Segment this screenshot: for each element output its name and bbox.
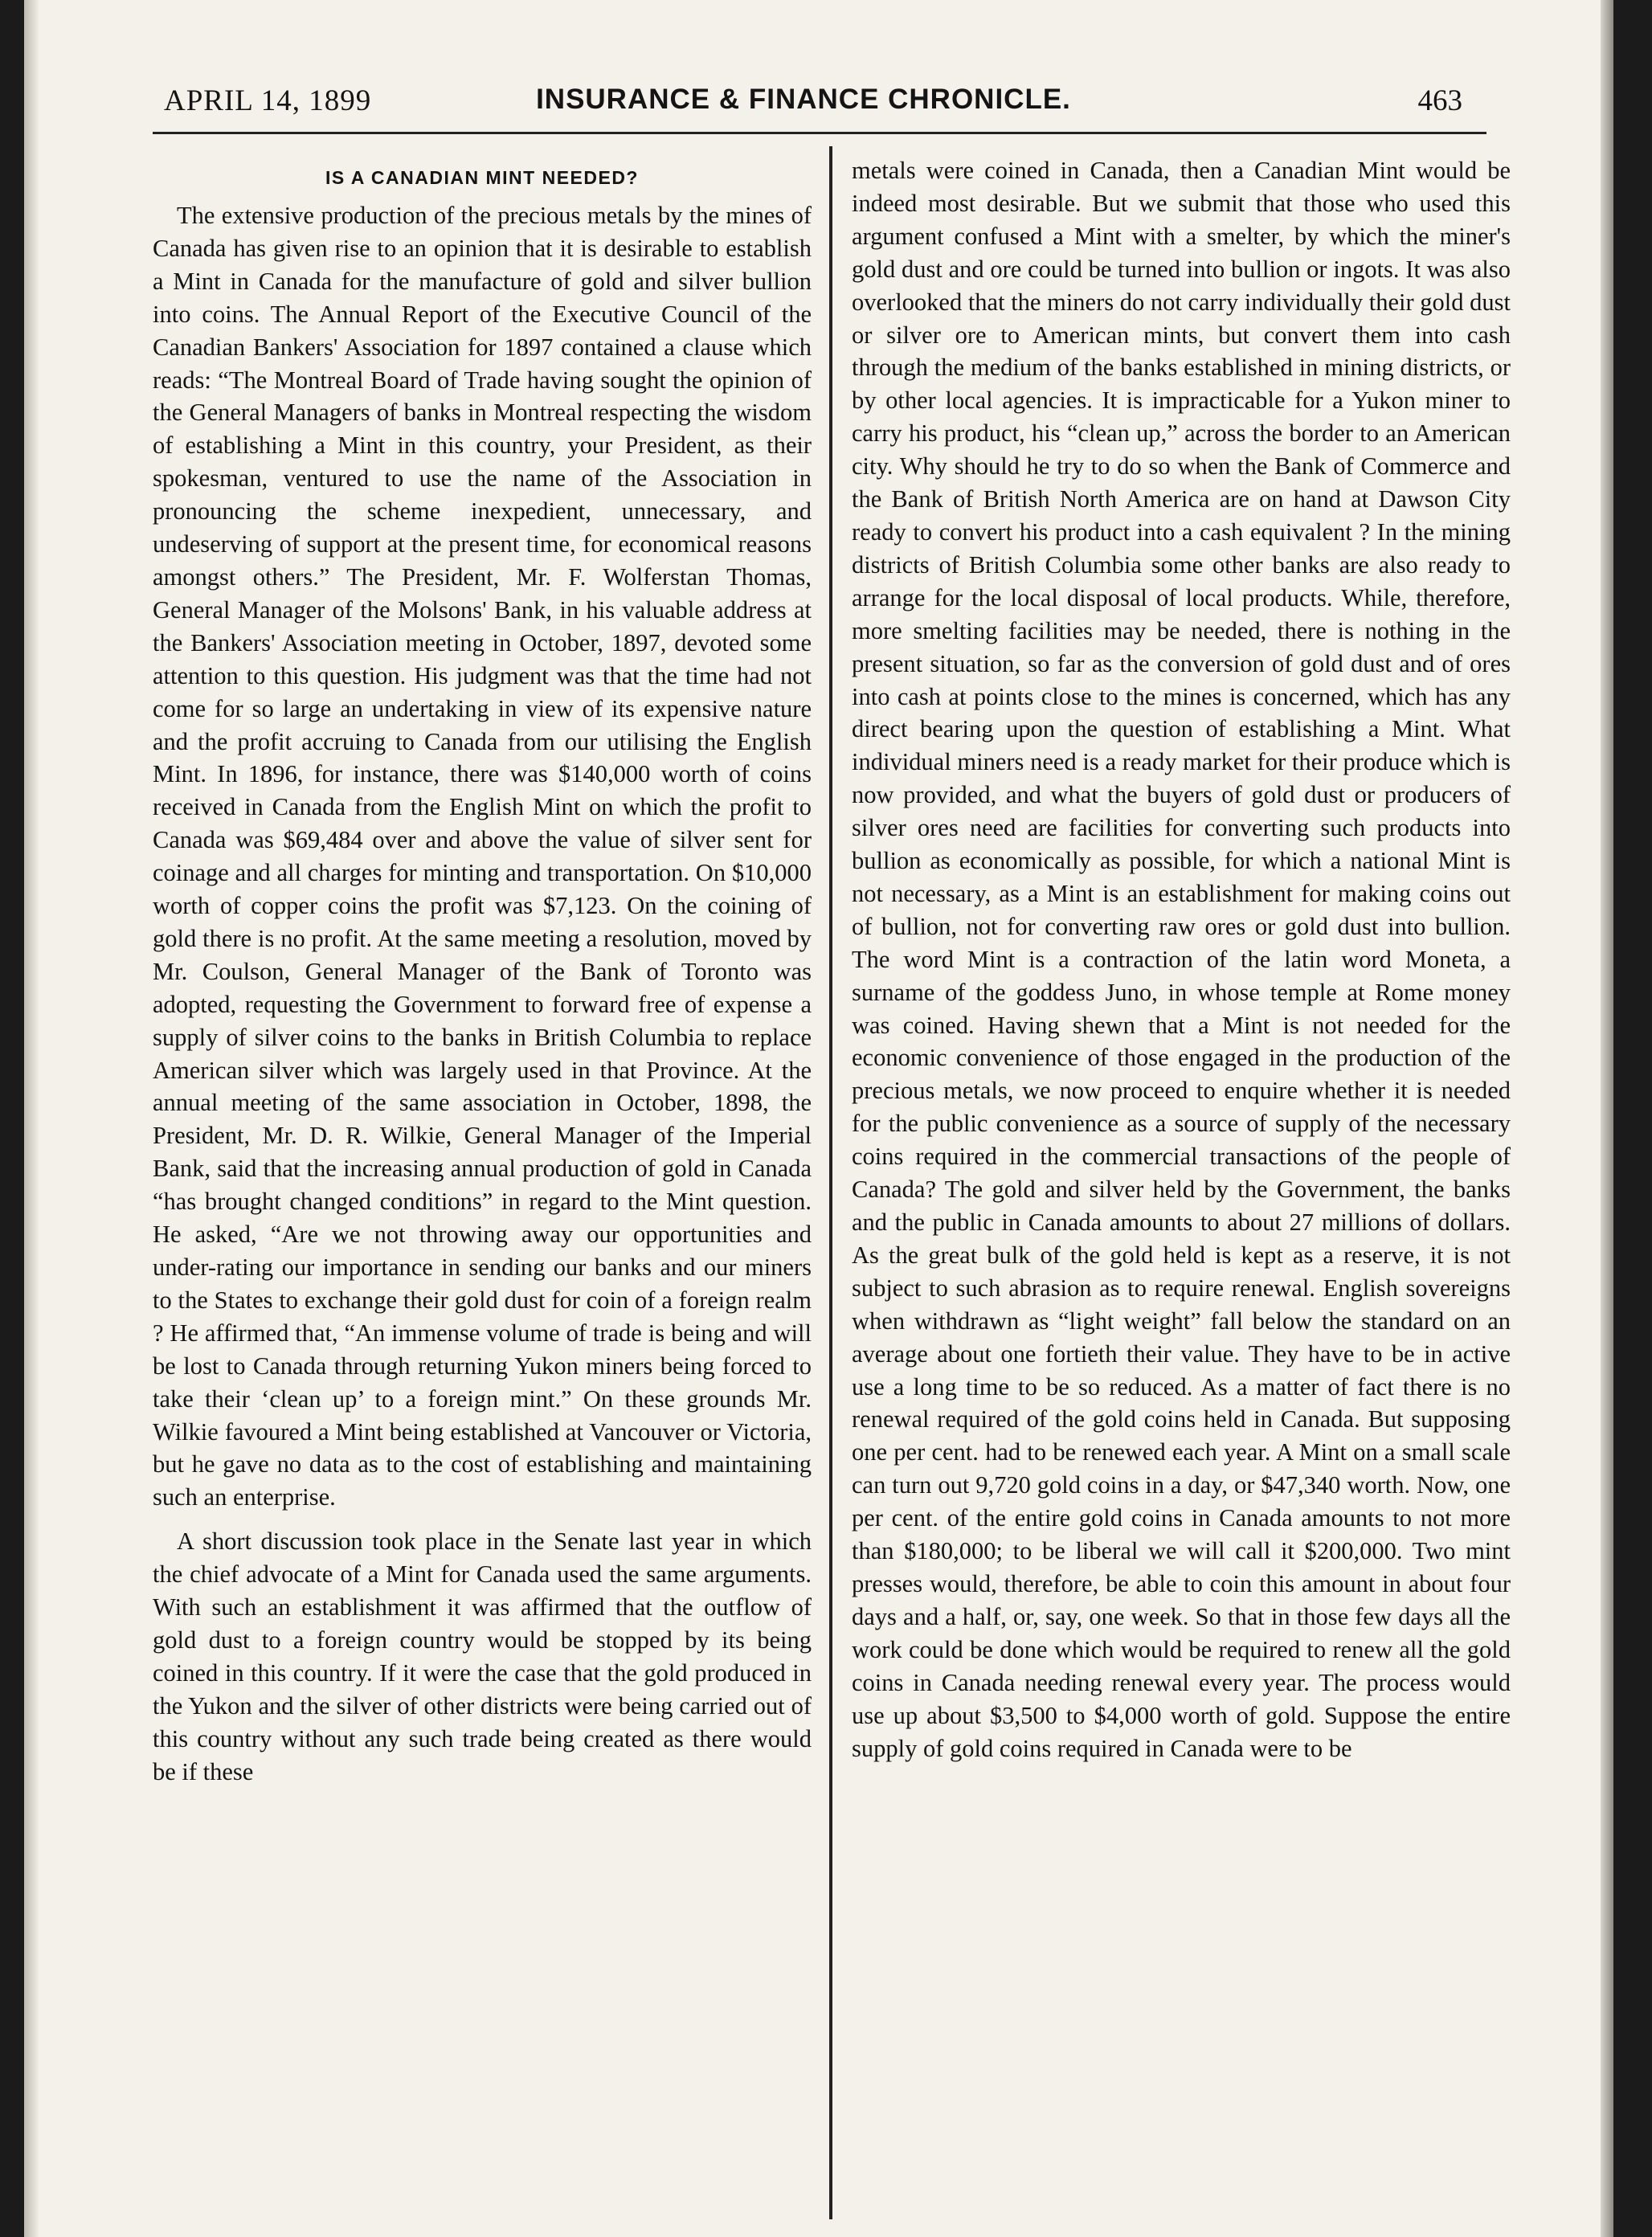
article-paragraph: The extensive production of the precious metals by the mines of Canada has given rise to an opinion that it is desirable to establish a Mint in Canada for the manufacture of gold and silver bullion into coins. The Annual Report of the Executive Council of the Canadian Bankers' Association for 1897 contained a clause which reads: “The Montreal Board of Trade having sought the opinion of the General Managers of banks in Montreal respecting the wisdom of establishing a Mint in this country, your President, as their spokesman, ventured to use the name of the Association in pronouncing the scheme inexpedient, unnecessary, and undeserving of support at the present time, for economical reasons amongst others.” The President, Mr. F. Wolferstan Thomas, General Manager of the Molsons' Bank, in his valuable address at the Bankers' Association meeting in October, 1897, devoted some attention to this question. His judgment was that the time had not come for so large an undertaking in view of its expensive nature and the profit accruing to Canada from our utilising the English Mint. In 1896, for instance, there was $140,000 worth of coins received in Canada from the English Mint on which the profit to Canada was $69,484 over and above the value of silver sent for coinage and all charges for minting and transportation. On $10,000 worth of copper coins the profit was $7,123. On the coining of gold there is no profit. At the same meeting a resolution, moved by Mr. Coulson, General Manager of the Bank of Toronto was adopted, requesting the Government to forward free of expense a supply of silver coins to the banks in British Columbia to replace American silver which was largely used in that Province. At the annual meeting of the same association in October, 1898, the President, Mr. D. R. Wilkie, General Manager of the Imperial Bank, said that the increasing annual production of gold in Canada “has brought changed conditions” in regard to the Mint question. He asked, “Are we not throwing away our opportunities and under-rating our importance in sending our banks and our miners to the States to exchange their gold dust for coin of a foreign realm ? He affirmed that, “An immense volume of trade is being and will be lost to Canada through returning Yukon miners being forced to take their ‘clean up’ to a foreign mint.” On these grounds Mr. Wilkie favoured a Mint being established at Vancouver or Victoria, but he gave no data as to the cost of establishing and maintaining such an enterprise.: [153, 202, 812, 1511]
header-rule: [153, 132, 1486, 134]
article-title: IS A CANADIAN MINT NEEDED?: [325, 167, 639, 188]
page-number: 463: [1417, 84, 1462, 117]
page-edge-shadow: [1601, 0, 1613, 2237]
article-paragraph: metals were coined in Canada, then a Canadian Mint would be indeed most desirable. But we submit that those who used this argument confused a Mint with a smelter, by which the miner's gold dust and ore could be turned into bullion or ingots. It was also overlooked that the miners do not carry individually their gold dust or silver ore to American mints, but convert them into cash through the medium of the banks established in mining districts, or by other local agencies. It is impracticable for a Yukon miner to carry his product, his “clean up,” across the border to an American city. Why should he try to do so when the Bank of Commerce and the Bank of British North America are on hand at Dawson City ready to convert his product into a cash equivalent ? In the mining districts of British Columbia some other banks are also ready to arrange for the local disposal of local products. While, therefore, more smelting facilities may be needed, there is nothing in the present situation, so far as the conversion of gold dust and of ores into cash at points close to the mines is concerned, which has any direct bearing upon the question of establishing a Mint. What individual miners need is a ready market for their produce which is now provided, and what the buyers of gold dust or producers of silver ores need are facilities for converting such products into bullion as economically as possible, for which a national Mint is not necessary, as a Mint is an establishment for making coins out of bullion, not for converting raw ores or gold dust into bullion. The word Mint is a contraction of the latin word Moneta, a surname of the goddess Juno, in whose temple at Rome money was coined. Having shewn that a Mint is not needed for the economic convenience of those engaged in the production of the precious metals, we now proceed to enquire whether it is needed for the public convenience as a source of supply of the necessary coins required in the commercial transactions of the people of Canada? The gold and silver held by the Government, the banks and the public in Canada amounts to about 27 millions of dollars. As the great bulk of the gold held is kept as a reserve, it is not subject to such abrasion as to require renewal. English sovereigns when withdrawn as “light weight” fall below the standard on an average about one fortieth their value. They have to be in active use a long time to be so reduced. As a matter of fact there is no renewal required of the gold coins held in Canada. But supposing one per cent. had to be renewed each year. A Mint on a small scale can turn out 9,720 gold coins in a day, or $47,340 worth. Now, one per cent. of the entire gold coins in Canada amounts to not more than $180,000; to be liberal we will call it $200,000. Two mint presses would, therefore, be able to coin this amount in about four days and a half, or, say, one week. So that in those few days all the work could be done which would be required to renew all the gold coins in Canada needing renewal every year. The process would use up about $3,500 to $4,000 worth of gold. Suppose the entire supply of gold coins required in Canada were to be: [852, 157, 1511, 1762]
right-column: [852, 154, 1511, 1765]
column-divider: [829, 146, 832, 2219]
newspaper-page: [24, 0, 1613, 2237]
page-spine-shadow: [24, 0, 39, 2237]
issue-date: APRIL 14, 1899: [164, 84, 372, 117]
article-paragraph: A short discussion took place in the Senate last year in which the chief advocate of a Mint for Canada used the same arguments. With such an establishment it was affirmed that the outflow of gold dust to a foreign country would be stopped by its being coined in this country. If it were the case that the gold produced in the Yukon and the silver of other districts were being carried out of this country without any such trade being created as there would be if these: [153, 1527, 812, 1785]
publication-title: INSURANCE & FINANCE CHRONICLE.: [536, 84, 1071, 115]
left-column: [153, 154, 812, 1789]
running-header: [145, 84, 1462, 132]
